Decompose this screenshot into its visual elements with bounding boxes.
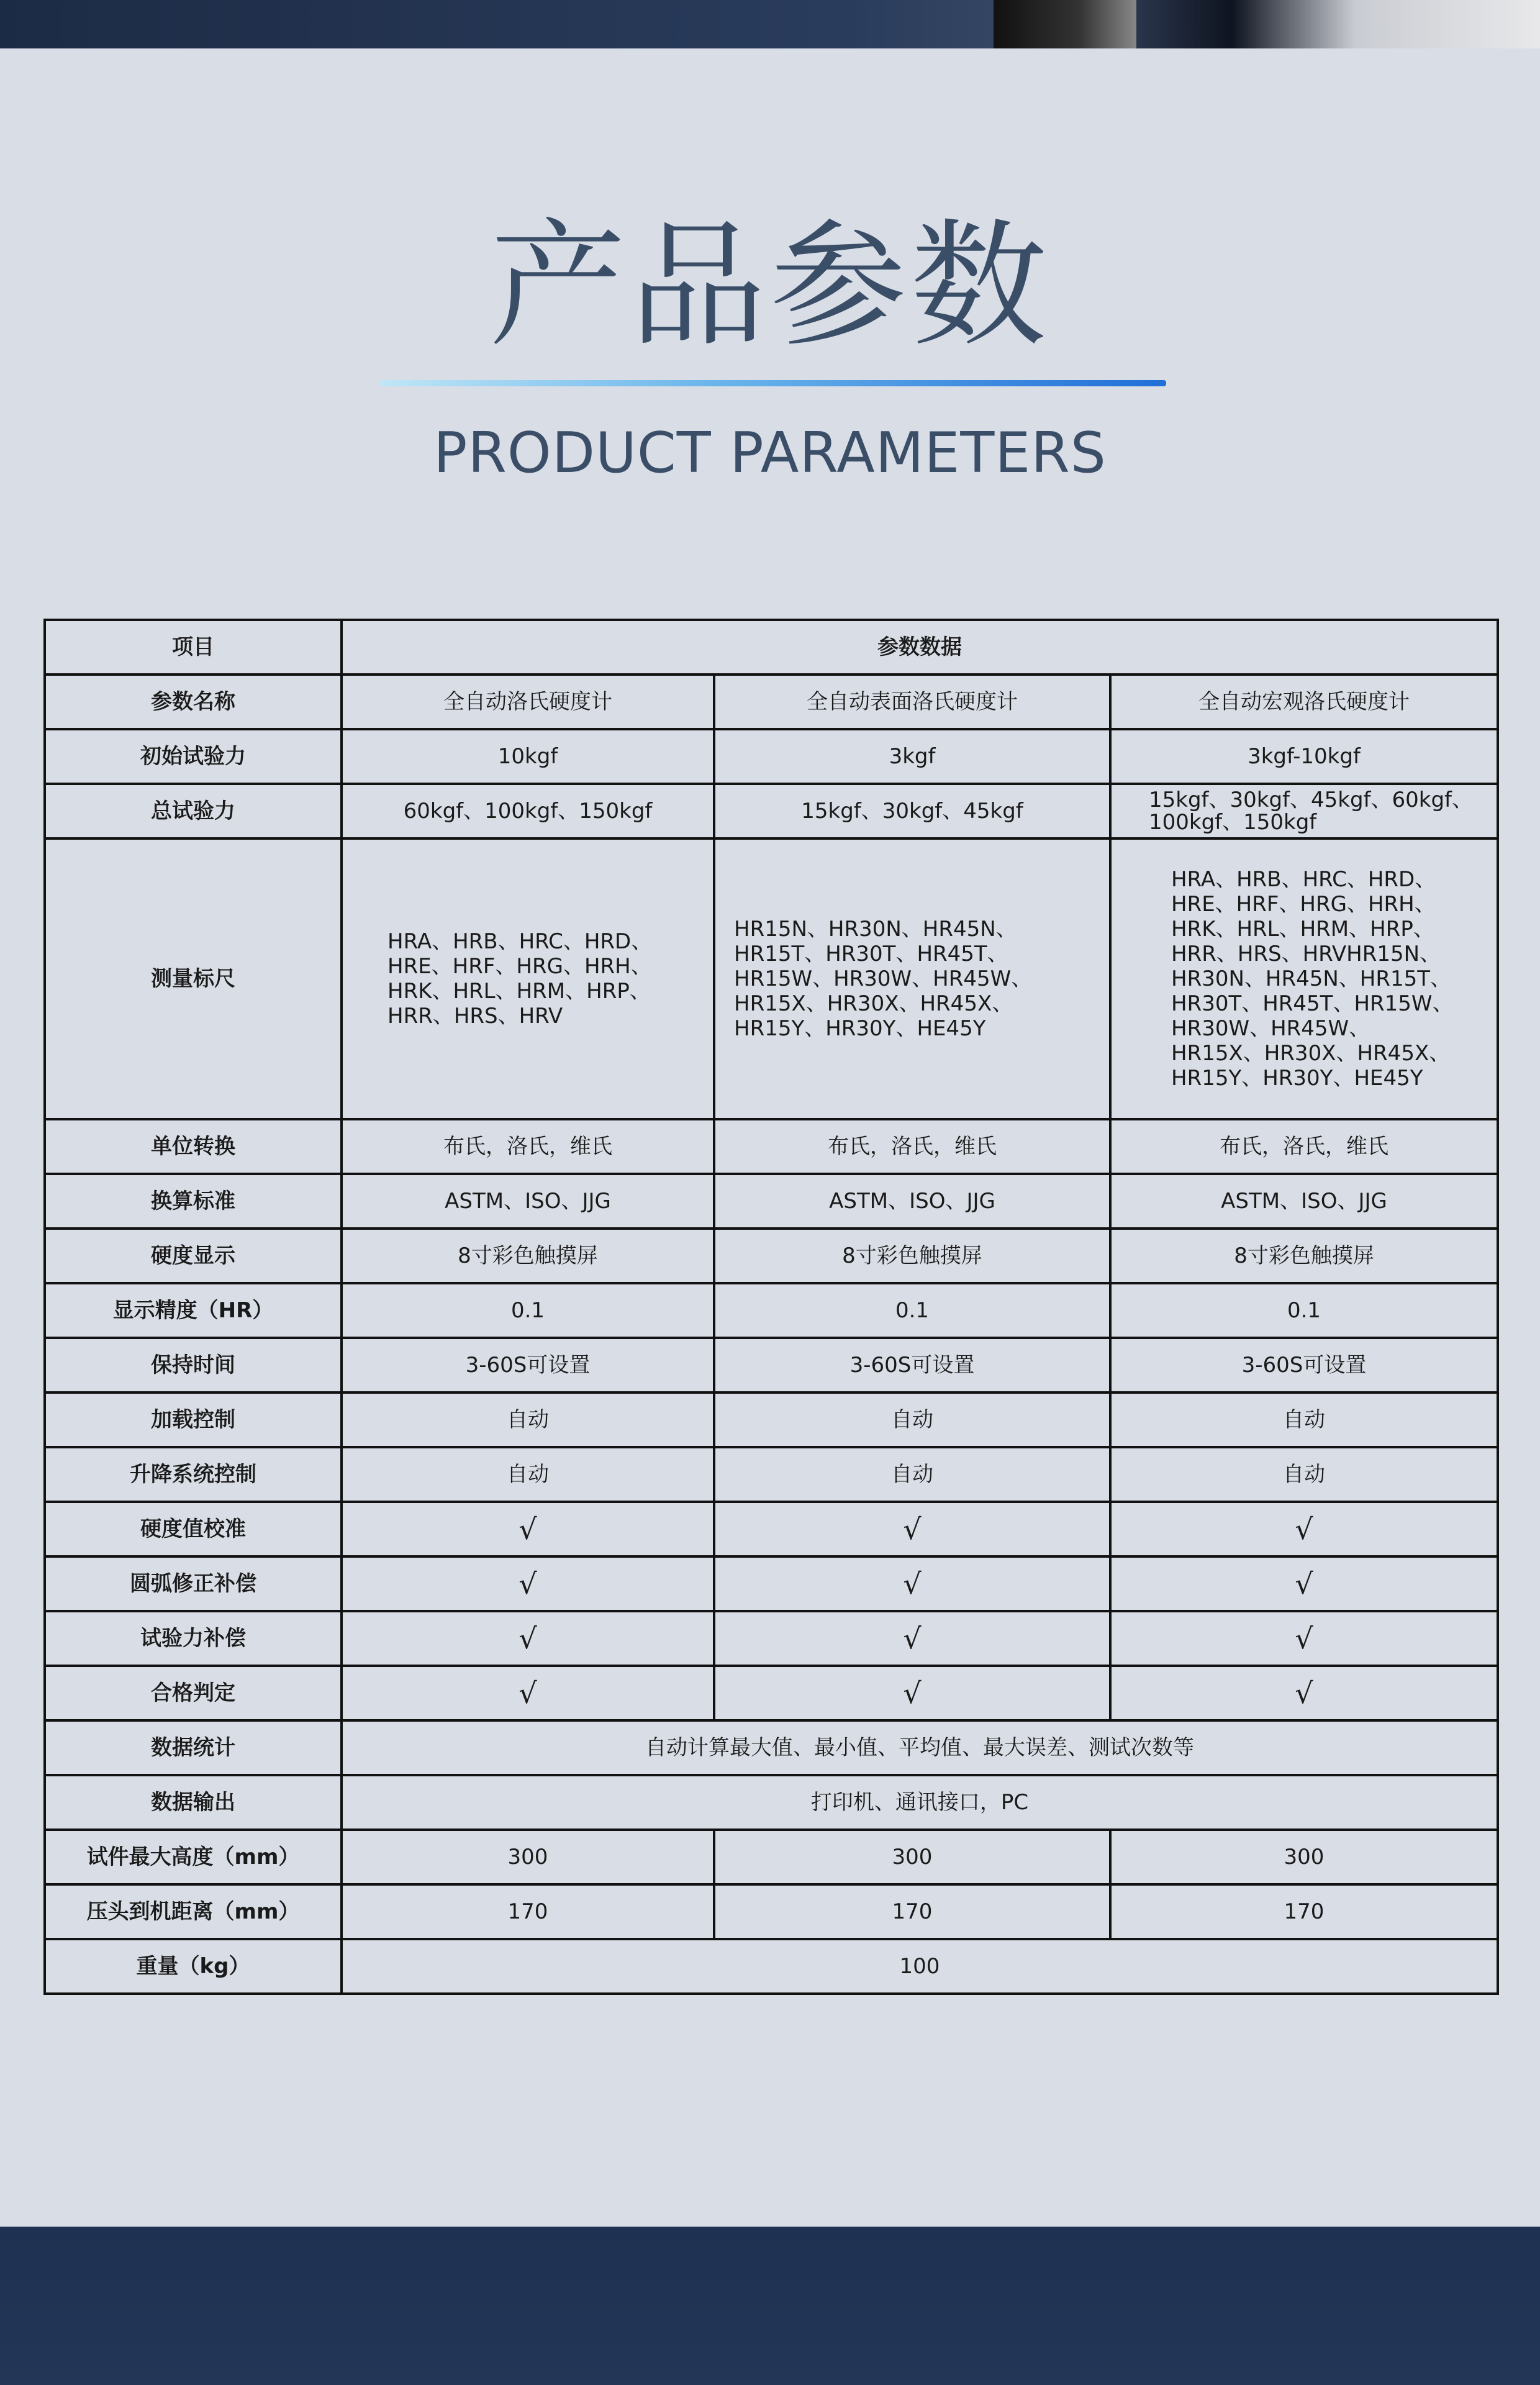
table-cell: 全自动洛氏硬度计 xyxy=(342,675,714,729)
table-cell: 170 xyxy=(1110,1884,1498,1939)
row-label: 升降系统控制 xyxy=(45,1447,342,1502)
check-mark: √ xyxy=(1110,1666,1498,1720)
table-row xyxy=(45,838,1498,1119)
table-row xyxy=(45,675,1498,729)
page-title-cn: 产品参数 xyxy=(489,206,1051,365)
table-cell: ASTM、ISO、JJG xyxy=(342,1174,714,1229)
table-row xyxy=(45,1174,1498,1229)
table-row xyxy=(45,784,1498,838)
table-cell: 自动 xyxy=(714,1447,1110,1502)
table-cell: 3kgf-10kgf xyxy=(1110,729,1498,784)
table-cell: HRA、HRB、HRC、HRD、HRE、HRF、HRG、HRH、HRK、HRL、HRM、HRP、HRR、HRS、HRV xyxy=(342,838,714,1119)
row-label: 压头到机距离（mm） xyxy=(45,1884,342,1939)
table-cell: 8寸彩色触摸屏 xyxy=(1110,1229,1498,1283)
table-cell: 3kgf xyxy=(714,729,1110,784)
table-row xyxy=(45,1556,1498,1611)
check-mark: √ xyxy=(342,1502,714,1556)
table-cell: 300 xyxy=(1110,1830,1498,1884)
check-mark: √ xyxy=(1110,1502,1498,1556)
table-cell: 全自动宏观洛氏硬度计 xyxy=(1110,675,1498,729)
table-cell: 15kgf、30kgf、45kgf xyxy=(714,784,1110,838)
table-cell: 0.1 xyxy=(714,1283,1110,1338)
table-row xyxy=(45,1884,1498,1939)
row-label: 单位转换 xyxy=(45,1119,342,1174)
table-cell: 自动 xyxy=(714,1392,1110,1447)
table-cell: 自动 xyxy=(342,1447,714,1502)
table-cell: 自动 xyxy=(1110,1392,1498,1447)
table-row xyxy=(45,1338,1498,1392)
row-label: 试件最大高度（mm） xyxy=(45,1830,342,1884)
table-row xyxy=(45,1502,1498,1556)
row-label: 合格判定 xyxy=(45,1666,342,1720)
table-cell: 3-60S可设置 xyxy=(342,1338,714,1392)
header-data-cell: 参数数据 xyxy=(342,620,1498,675)
table-cell: 布氏，洛氏，维氏 xyxy=(714,1119,1110,1174)
table-cell: 0.1 xyxy=(1110,1283,1498,1338)
table-row xyxy=(45,1830,1498,1884)
check-mark: √ xyxy=(714,1556,1110,1611)
table-cell: 布氏，洛氏，维氏 xyxy=(342,1119,714,1174)
table-cell: 100 xyxy=(342,1939,1498,1994)
table-cell: 300 xyxy=(342,1830,714,1884)
table-cell: 自动 xyxy=(342,1392,714,1447)
header-item-cell: 项目 xyxy=(45,620,342,675)
check-mark: √ xyxy=(714,1666,1110,1720)
table-row xyxy=(45,1392,1498,1447)
table-cell: 8寸彩色触摸屏 xyxy=(714,1229,1110,1283)
table-cell: 60kgf、100kgf、150kgf xyxy=(342,784,714,838)
table-cell: 3-60S可设置 xyxy=(1110,1338,1498,1392)
row-label: 换算标准 xyxy=(45,1174,342,1229)
check-mark: √ xyxy=(714,1502,1110,1556)
top-banner-product-edge xyxy=(994,0,1136,48)
table-row xyxy=(45,1939,1498,1994)
table-cell: HR15N、HR30N、HR45N、HR15T、HR30T、HR45T、HR15W、HR30W、HR45W、HR15X、HR30X、HR45X、HR15Y、HR30Y、HE45Y xyxy=(714,838,1110,1119)
table-row xyxy=(45,729,1498,784)
check-mark: √ xyxy=(342,1556,714,1611)
table-cell: ASTM、ISO、JJG xyxy=(714,1174,1110,1229)
row-label: 试验力补偿 xyxy=(45,1611,342,1666)
check-mark: √ xyxy=(342,1611,714,1666)
page-title-en: PRODUCT PARAMETERS xyxy=(433,420,1107,486)
table-row xyxy=(45,1775,1498,1830)
table-cell: 全自动表面洛氏硬度计 xyxy=(714,675,1110,729)
row-label: 初始试验力 xyxy=(45,729,342,784)
row-label: 保持时间 xyxy=(45,1338,342,1392)
table-cell: 10kgf xyxy=(342,729,714,784)
table-row xyxy=(45,1283,1498,1338)
table-cell: 布氏，洛氏，维氏 xyxy=(1110,1119,1498,1174)
top-banner xyxy=(0,0,1540,48)
title-divider xyxy=(380,380,1166,386)
table-cell: 170 xyxy=(342,1884,714,1939)
row-label: 数据统计 xyxy=(45,1720,342,1775)
row-label: 重量（kg） xyxy=(45,1939,342,1994)
table-cell: ASTM、ISO、JJG xyxy=(1110,1174,1498,1229)
table-row xyxy=(45,1447,1498,1502)
row-label: 硬度值校准 xyxy=(45,1502,342,1556)
table-cell: 0.1 xyxy=(342,1283,714,1338)
table-cell: 15kgf、30kgf、45kgf、60kgf、100kgf、150kgf xyxy=(1110,784,1498,838)
row-label: 显示精度（HR） xyxy=(45,1283,342,1338)
table-cell: HRA、HRB、HRC、HRD、HRE、HRF、HRG、HRH、HRK、HRL、HRM、HRP、HRR、HRS、HRVHR15N、HR30N、HR45N、HR15T、HR30T、HR45T、HR15W、HR30W、HR45W、HR15X、HR30X、HR45X、HR15Y、HR30Y、HE45Y xyxy=(1110,838,1498,1119)
parameters-table xyxy=(43,619,1499,1995)
table-row xyxy=(45,1119,1498,1174)
row-label: 圆弧修正补偿 xyxy=(45,1556,342,1611)
table-cell: 300 xyxy=(714,1830,1110,1884)
bottom-banner xyxy=(0,2227,1540,2385)
table-cell: 8寸彩色触摸屏 xyxy=(342,1229,714,1283)
table-row xyxy=(45,1666,1498,1720)
check-mark: √ xyxy=(1110,1556,1498,1611)
row-label: 加载控制 xyxy=(45,1392,342,1447)
table-row xyxy=(45,1720,1498,1775)
check-mark: √ xyxy=(1110,1611,1498,1666)
table-cell: 自动计算最大值、最小值、平均值、最大误差、测试次数等 xyxy=(342,1720,1498,1775)
check-mark: √ xyxy=(714,1611,1110,1666)
row-label: 测量标尺 xyxy=(45,838,342,1119)
table-cell: 打印机、通讯接口，PC xyxy=(342,1775,1498,1830)
row-label: 数据输出 xyxy=(45,1775,342,1830)
row-label: 硬度显示 xyxy=(45,1229,342,1283)
table-row xyxy=(45,1229,1498,1283)
table-header-row xyxy=(45,620,1498,675)
table-cell: 自动 xyxy=(1110,1447,1498,1502)
table-cell: 3-60S可设置 xyxy=(714,1338,1110,1392)
table-cell: 170 xyxy=(714,1884,1110,1939)
table-row xyxy=(45,1611,1498,1666)
check-mark: √ xyxy=(342,1666,714,1720)
row-label: 总试验力 xyxy=(45,784,342,838)
row-label: 参数名称 xyxy=(45,675,342,729)
